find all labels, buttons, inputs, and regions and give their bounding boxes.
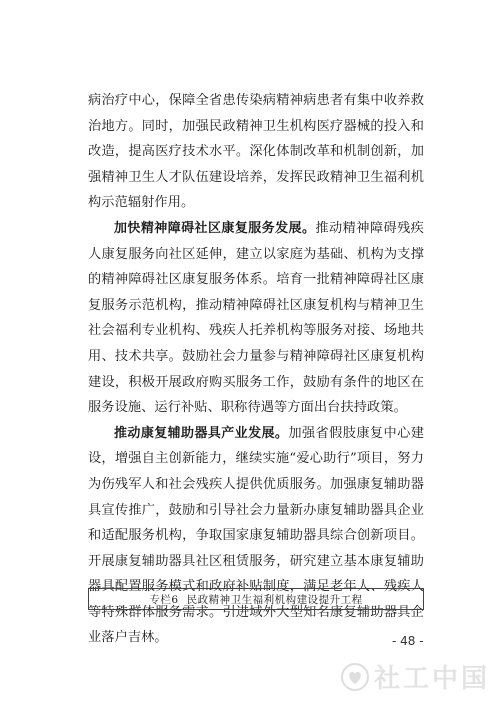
paragraph-2-text: 推动精神障碍残疾人康复服务向社区延伸，建立以家庭为基础、机构为支撑的精神障碍社区康复服务体系。培育一批精神障碍社区康复服务示范机构，推动精神障碍社区康复机构与精神卫生社会福利专业机构、残疾人托养机构等服务对接、场地共用、技术共享。鼓励社会力量参与精神障碍社区康复机构建设，积极开展政府购买服务工作，鼓励有条件的地区在服务设施、运行补贴、职称待遇等方面出台扶持政策。 <box>88 220 424 416</box>
page-number: - 48 - <box>392 634 424 648</box>
column-box <box>88 588 424 610</box>
watermark-text: 社工中国 <box>373 664 490 694</box>
column-box-title: 民政精神卫生福利机构建设提升工程 <box>186 593 363 606</box>
body-text <box>88 88 424 651</box>
paragraph-1-text: 病治疗中心，保障全省患传染病精神病患者有集中收养救治地方。同时，加强民政精神卫生机构医疗器械的投入和改造，提高医疗技术水平。深化体制改革和机制创新，加强精神卫生人才队伍建设培养，发挥民政精神卫生福利机构示范辐射作用。 <box>88 93 424 211</box>
heart-logo-icon <box>340 662 370 692</box>
paragraph-3-heading: 推动康复辅助器具产业发展。 <box>114 425 289 441</box>
paragraph-1 <box>88 88 424 216</box>
watermark <box>340 658 490 695</box>
paragraph-2 <box>88 216 424 421</box>
paragraph-2-heading: 加快精神障碍社区康复服务发展。 <box>114 220 316 236</box>
paragraph-3-text: 加强省假肢康复中心建设，增强自主创新能力，继续实施“爱心助行”项目，努力为伤残军人和社会残疾人提供优质服务。加强康复辅助器具宣传推广，鼓励和引导社会力量新办康复辅助器具企业和适配服务机构，争取国家康复辅助器具综合创新项目。开展康复辅助器具社区租赁服务，研究建立基本康复辅助器具配置服务模式和政府补贴制度，满足老年人、残疾人等特殊群体服务需求。引进域外大型知名康复辅助器具企业落户吉林。 <box>88 425 424 646</box>
paragraph-3 <box>88 421 424 651</box>
column-box-label: 专栏6 <box>149 593 179 606</box>
